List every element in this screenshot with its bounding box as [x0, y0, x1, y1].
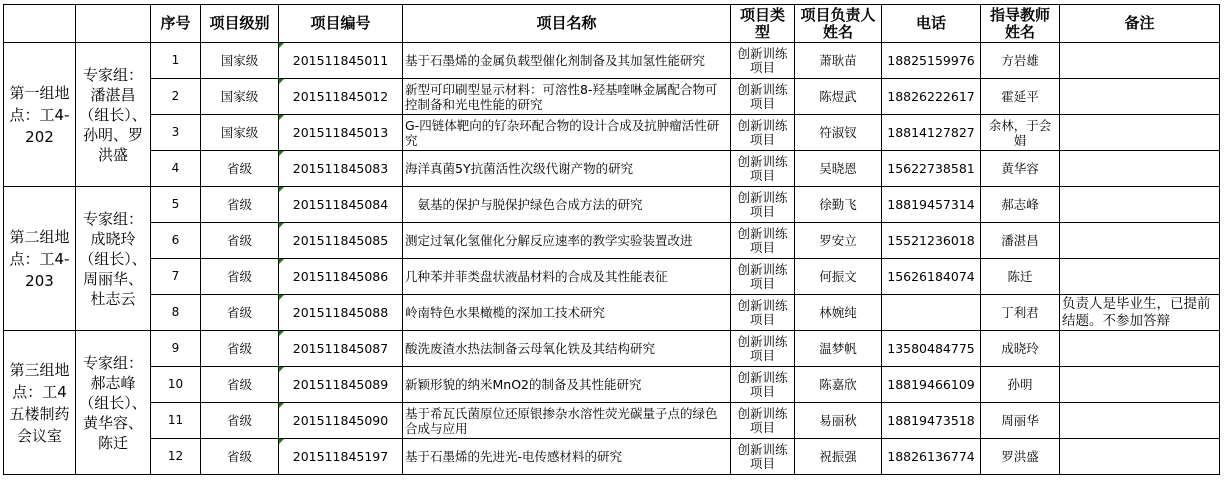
note-cell	[1060, 115, 1220, 151]
header-code: 项目编号	[279, 5, 403, 43]
level-cell: 国家级	[201, 43, 279, 79]
phone-cell: 18819466109	[882, 367, 981, 403]
code-cell: 201511845090	[279, 403, 403, 439]
level-cell: 省级	[201, 223, 279, 259]
seq-cell: 2	[151, 79, 201, 115]
seq-cell: 6	[151, 223, 201, 259]
phone-cell: 18819457314	[882, 187, 981, 223]
table-row	[4, 259, 1220, 295]
header-name: 项目名称	[403, 5, 731, 43]
leader-cell: 祝振强	[795, 439, 882, 475]
type-cell: 创新训练项目	[731, 259, 795, 295]
name-cell: 酸洗废渣水热法制备云母氧化铁及其结构研究	[403, 331, 731, 367]
name-cell: 海洋真菌5Y抗菌活性次级代谢产物的研究	[403, 151, 731, 187]
header-note: 备注	[1060, 5, 1220, 43]
note-cell	[1060, 187, 1220, 223]
leader-cell: 易丽秋	[795, 403, 882, 439]
phone-cell	[882, 295, 981, 331]
leader-cell: 林婉纯	[795, 295, 882, 331]
seq-cell: 3	[151, 115, 201, 151]
table-row	[4, 223, 1220, 259]
leader-cell: 陈煜武	[795, 79, 882, 115]
level-cell: 省级	[201, 259, 279, 295]
advisor-cell: 霍延平	[981, 79, 1060, 115]
table-row	[4, 439, 1220, 475]
leader-cell: 何振文	[795, 259, 882, 295]
level-cell: 国家级	[201, 115, 279, 151]
code-cell: 201511845085	[279, 223, 403, 259]
note-cell	[1060, 367, 1220, 403]
leader-cell: 萧耿苗	[795, 43, 882, 79]
group-experts: 专家组：郝志峰（组长）、黄华容、陈迁	[76, 331, 151, 475]
advisor-cell: 余林，于会娟	[981, 115, 1060, 151]
note-cell	[1060, 403, 1220, 439]
phone-cell: 18819473518	[882, 403, 981, 439]
phone-cell: 15622738581	[882, 151, 981, 187]
header-row	[4, 5, 1220, 43]
leader-cell: 温梦帆	[795, 331, 882, 367]
level-cell: 省级	[201, 331, 279, 367]
name-cell: 几种苯并菲类盘状液晶材料的合成及其性能表征	[403, 259, 731, 295]
note-cell	[1060, 43, 1220, 79]
leader-cell: 吴晓恩	[795, 151, 882, 187]
note-cell	[1060, 223, 1220, 259]
name-cell: 新型可印刷型显示材料：可溶性8-羟基喹啉金属配合物可控制备和光电性能的研究	[403, 79, 731, 115]
table-row	[4, 403, 1220, 439]
type-cell: 创新训练项目	[731, 187, 795, 223]
seq-cell: 11	[151, 403, 201, 439]
advisor-cell: 成晓玲	[981, 331, 1060, 367]
leader-cell: 徐勤飞	[795, 187, 882, 223]
seq-cell: 8	[151, 295, 201, 331]
phone-cell: 13580484775	[882, 331, 981, 367]
group-location: 第三组地点：工4五楼制药会议室	[4, 331, 76, 475]
type-cell: 创新训练项目	[731, 331, 795, 367]
group-location: 第一组地点：工4-202	[4, 43, 76, 187]
level-cell: 省级	[201, 367, 279, 403]
leader-cell: 罗安立	[795, 223, 882, 259]
code-cell: 201511845089	[279, 367, 403, 403]
advisor-cell: 丁利君	[981, 295, 1060, 331]
leader-cell: 符淑钗	[795, 115, 882, 151]
note-cell: 负责人是毕业生，已提前结题。不参加答辩	[1060, 295, 1220, 331]
advisor-cell: 周丽华	[981, 403, 1060, 439]
advisor-cell: 黄华容	[981, 151, 1060, 187]
name-cell: G-四链体靶向的钌杂环配合物的设计合成及抗肿瘤活性研究	[403, 115, 731, 151]
type-cell: 创新训练项目	[731, 115, 795, 151]
level-cell: 省级	[201, 151, 279, 187]
table-row	[4, 115, 1220, 151]
seq-cell: 9	[151, 331, 201, 367]
note-cell	[1060, 151, 1220, 187]
code-cell: 201511845084	[279, 187, 403, 223]
header-seq: 序号	[151, 5, 201, 43]
advisor-cell: 孙明	[981, 367, 1060, 403]
advisor-cell: 方岩雄	[981, 43, 1060, 79]
header-expert	[76, 5, 151, 43]
code-cell: 201511845197	[279, 439, 403, 475]
code-cell: 201511845083	[279, 151, 403, 187]
table-row	[4, 151, 1220, 187]
level-cell: 省级	[201, 439, 279, 475]
leader-cell: 陈嘉欣	[795, 367, 882, 403]
table-row	[4, 367, 1220, 403]
group-experts: 专家组：成晓玲（组长）、周丽华、杜志云	[76, 187, 151, 331]
type-cell: 创新训练项目	[731, 295, 795, 331]
phone-cell: 18826222617	[882, 79, 981, 115]
table-row	[4, 295, 1220, 331]
note-cell	[1060, 259, 1220, 295]
type-cell: 创新训练项目	[731, 151, 795, 187]
advisor-cell: 郝志峰	[981, 187, 1060, 223]
project-table	[3, 4, 1220, 475]
group-experts: 专家组：潘湛昌（组长）、孙明、罗洪盛	[76, 43, 151, 187]
note-cell	[1060, 79, 1220, 115]
group-location: 第二组地点：工4-203	[4, 187, 76, 331]
phone-cell: 18826136774	[882, 439, 981, 475]
name-cell: 岭南特色水果橄榄的深加工技术研究	[403, 295, 731, 331]
code-cell: 201511845013	[279, 115, 403, 151]
code-cell: 201511845088	[279, 295, 403, 331]
name-cell: 测定过氧化氢催化分解反应速率的教学实验装置改进	[403, 223, 731, 259]
seq-cell: 7	[151, 259, 201, 295]
table-row	[4, 331, 1220, 367]
seq-cell: 10	[151, 367, 201, 403]
type-cell: 创新训练项目	[731, 79, 795, 115]
header-type: 项目类型	[731, 5, 795, 43]
phone-cell: 15626184074	[882, 259, 981, 295]
header-level: 项目级别	[201, 5, 279, 43]
seq-cell: 12	[151, 439, 201, 475]
level-cell: 省级	[201, 403, 279, 439]
header-leader: 项目负责人姓名	[795, 5, 882, 43]
type-cell: 创新训练项目	[731, 439, 795, 475]
note-cell	[1060, 439, 1220, 475]
seq-cell: 5	[151, 187, 201, 223]
header-phone: 电话	[882, 5, 981, 43]
type-cell: 创新训练项目	[731, 223, 795, 259]
name-cell: 基于石墨烯的先进光-电传感材料的研究	[403, 439, 731, 475]
level-cell: 省级	[201, 187, 279, 223]
seq-cell: 1	[151, 43, 201, 79]
type-cell: 创新训练项目	[731, 43, 795, 79]
table-row	[4, 43, 1220, 79]
level-cell: 国家级	[201, 79, 279, 115]
phone-cell: 18825159976	[882, 43, 981, 79]
level-cell: 省级	[201, 295, 279, 331]
name-cell: 氨基的保护与脱保护绿色合成方法的研究	[403, 187, 731, 223]
code-cell: 201511845086	[279, 259, 403, 295]
header-group	[4, 5, 76, 43]
note-cell	[1060, 331, 1220, 367]
table-row	[4, 79, 1220, 115]
phone-cell: 18814127827	[882, 115, 981, 151]
name-cell: 基于希瓦氏菌原位还原银掺杂水溶性荧光碳量子点的绿色合成与应用	[403, 403, 731, 439]
name-cell: 基于石墨烯的金属负载型催化剂制备及其加氢性能研究	[403, 43, 731, 79]
code-cell: 201511845087	[279, 331, 403, 367]
code-cell: 201511845011	[279, 43, 403, 79]
code-cell: 201511845012	[279, 79, 403, 115]
table-row	[4, 187, 1220, 223]
advisor-cell: 陈迁	[981, 259, 1060, 295]
type-cell: 创新训练项目	[731, 367, 795, 403]
name-cell: 新颖形貌的纳米MnO2的制备及其性能研究	[403, 367, 731, 403]
advisor-cell: 潘湛昌	[981, 223, 1060, 259]
advisor-cell: 罗洪盛	[981, 439, 1060, 475]
phone-cell: 15521236018	[882, 223, 981, 259]
type-cell: 创新训练项目	[731, 403, 795, 439]
seq-cell: 4	[151, 151, 201, 187]
header-advisor: 指导教师姓名	[981, 5, 1060, 43]
